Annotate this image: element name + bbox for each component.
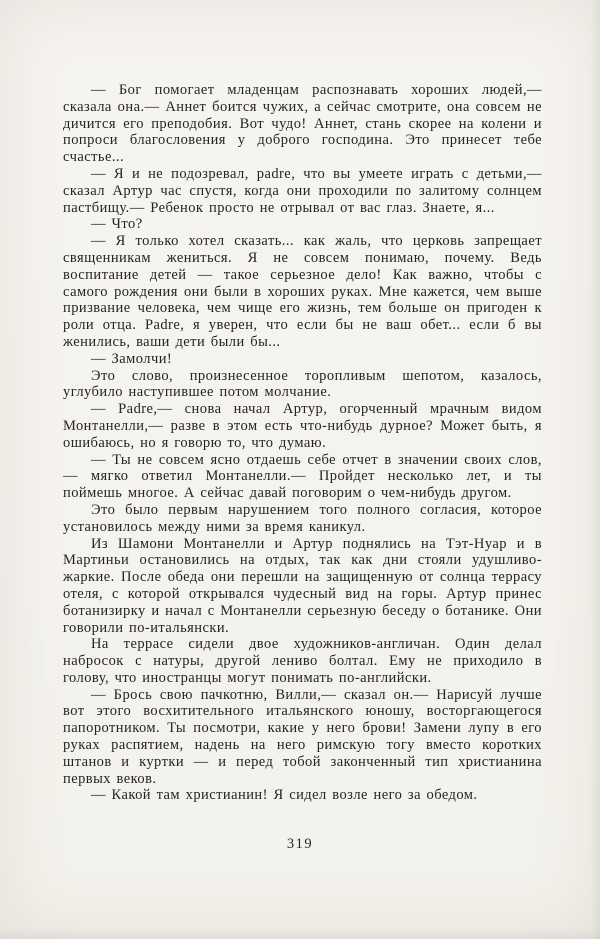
scan-edge bbox=[590, 0, 600, 939]
paragraph: — Я только хотел сказать... как жаль, что церковь запрещает священникам жениться. Я не совсем понимаю, почему. Ведь воспитание детей — такое серьезное дело! Как важно, чтобы с самого рождения они были в хороших руках. Мне кажется, чем выше призвание человека, чем чище его жизнь, тем больше он пригоден к роли отца. Padre, я уверен, что если бы не ваш обет... если б вы женились, ваши дети были бы... bbox=[63, 233, 542, 350]
paragraph: — Я и не подозревал, padre, что вы умеете играть с детьми,— сказал Артур час спустя, когда они проходили по залитому солнцем пастбищу.— Ребенок просто не отрывал от вас глаз. Знаете, я... bbox=[63, 165, 542, 216]
page-text bbox=[63, 82, 542, 804]
paragraph: — Бог помогает младенцам распознавать хороших людей,— сказала она.— Аннет боится чужих, а сейчас смотрите, она совсем не дичится его преподобия. Вот чудо! Аннет, стань скорее на колени и попроси благословения у доброго господина. Это принесет тебе счастье... bbox=[63, 82, 542, 166]
paragraph: — Замолчи! bbox=[91, 350, 173, 367]
paragraph: Это слово, произнесенное торопливым шепотом, казалось, углубило наступившее потом молчание. bbox=[63, 367, 542, 401]
paragraph: — Какой там христианин! Я сидел возле него за обедом. bbox=[91, 787, 478, 804]
page-number: 319 bbox=[286, 836, 314, 852]
paragraph: — Padre,— снова начал Артур, огорченный мрачным видом Монтанелли,— разве в этом есть что-нибудь дурное? Может быть, я ошибаюсь, но я говорю то, что думаю. bbox=[63, 401, 542, 451]
paragraph: Из Шамони Монтанелли и Артур поднялись на Тэт-Нуар и в Мартиньи остановились на отдых, так как дни стояли удушливо-жаркие. После обеда они перешли на защищенную от солнца террасу отеля, с которой открывался чудесный вид на горы. Артур принес ботанизирку и начал с Монтанелли серьезную беседу о ботанике. Они говорили по-итальянски. bbox=[63, 535, 542, 636]
paragraph: Это было первым нарушением того полного согласия, которое установилось между ними за время каникул. bbox=[63, 501, 542, 535]
scan-edge bbox=[0, 927, 600, 939]
paragraph: На террасе сидели двое художников-англичан. Один делал набросок с натуры, другой лениво болтал. Ему не приходило в голову, что иностранцы могут понимать по-английски. bbox=[63, 636, 542, 686]
paragraph: — Ты не совсем ясно отдаешь себе отчет в значении своих слов,— мягко ответил Монтанелли.— Пройдет несколько лет, и ты поймешь многое. А сейчас давай поговорим о чем-нибудь другом. bbox=[63, 451, 542, 502]
paragraph: — Что? bbox=[91, 216, 143, 233]
paragraph: — Брось свою пачкотню, Вилли,— сказал он.— Нарисуй лучше вот этого восхитительного итальянского юношу, восторгающегося папоротником. Ты посмотри, какие у него брови! Замени лупу в его руках распятием, надень на него римскую тогу вместо коротких штанов и куртки — и перед тобой законченный тип христианина первых веков. bbox=[63, 686, 542, 787]
